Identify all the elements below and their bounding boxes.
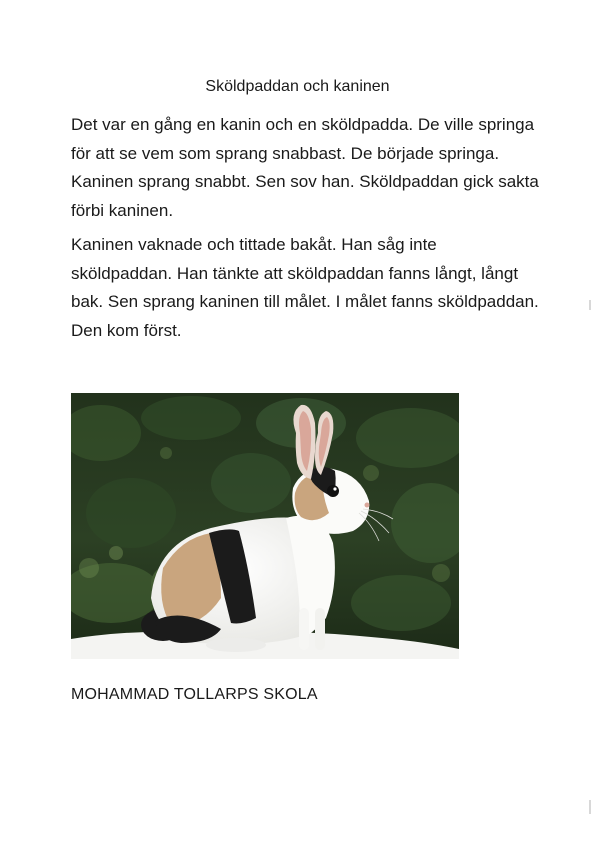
story-paragraph-2: Kaninen vaknade och tittade bakåt. Han såg inte sköldpaddan. Han tänkte att sköldpaddan fanns långt, långt bak. Sen sprang kaninen till målet. I målet fanns sköldpaddan. Den kom först. — [71, 235, 539, 340]
rabbit-photo — [71, 393, 459, 659]
scan-edge-mark — [589, 300, 591, 310]
page-title: Sköldpaddan och kaninen — [205, 78, 390, 95]
rabbit-illustration — [71, 393, 459, 659]
school-name: MOHAMMAD TOLLARPS SKOLA — [71, 686, 318, 703]
story-paragraph-1: Det var en gång en kanin och en sköldpadda. De ville springa för att se vem som sprang snabbast. De började springa. Kaninen sprang snabbt. Sen sov han. Sköldpaddan gick sakta förbi kaninen. — [71, 115, 539, 220]
scan-edge-mark — [589, 800, 591, 814]
